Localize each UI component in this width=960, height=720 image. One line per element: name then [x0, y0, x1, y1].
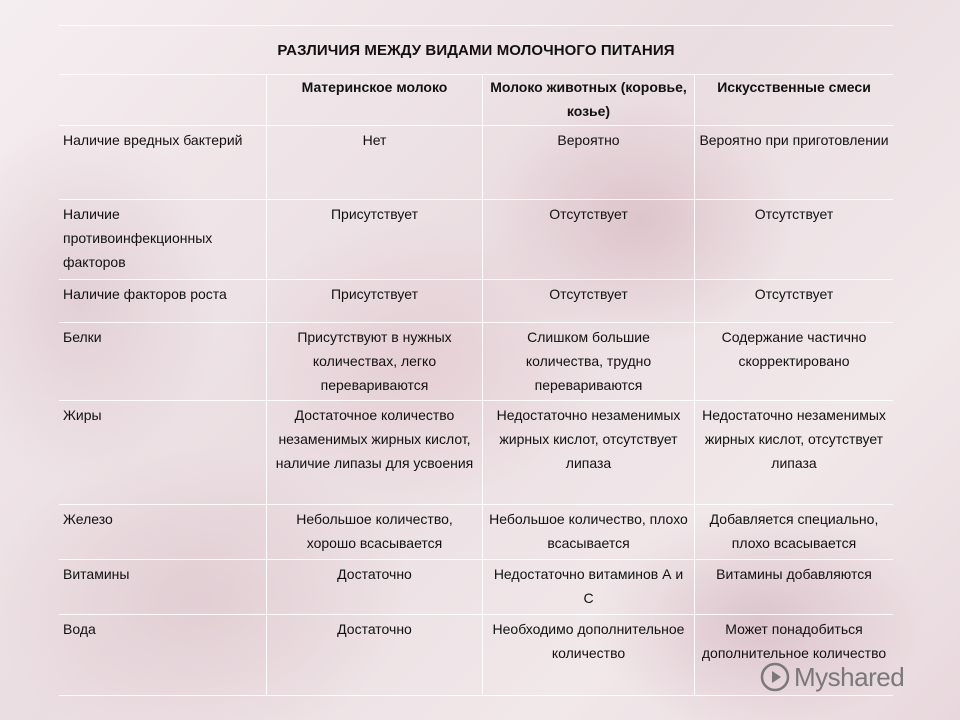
cell-breast-milk: Присутствует: [266, 280, 482, 322]
cell-formula: Недостаточно незаменимых жирных кислот, отсутствует липаза: [694, 401, 893, 504]
cell-breast-milk: Достаточно: [266, 615, 482, 695]
cell-animal-milk: Отсутствует: [482, 280, 694, 322]
cell-animal-milk: Вероятно: [482, 126, 694, 199]
cell-breast-milk: Достаточное количество незаменимых жирных кислот, наличие липазы для усвоения: [266, 401, 482, 504]
cell-breast-milk: Присутствует: [266, 200, 482, 279]
header-cell-breast-milk: Материнское молоко: [266, 75, 482, 127]
row-label: Вода: [63, 621, 96, 637]
cell-formula: Может понадобиться дополнительное количество: [694, 615, 893, 695]
cell-animal-milk: Недостаточно витаминов А и С: [482, 560, 694, 614]
cell-breast-milk: Небольшое количество, хорошо всасывается: [266, 505, 482, 559]
table-row: [59, 560, 893, 615]
watermark-text: Myshared: [794, 661, 905, 692]
cell-formula: Отсутствует: [694, 200, 893, 279]
table-row: [59, 200, 893, 280]
table-title: [59, 26, 893, 75]
table-row: [59, 401, 893, 505]
row-label: Витамины: [63, 566, 130, 582]
row-label: Жиры: [63, 407, 102, 423]
cell-breast-milk: Достаточно: [266, 560, 482, 614]
header-cell-animal-milk: Молоко животных (коровье, козье): [482, 75, 694, 127]
row-label: Наличие вредных бактерий: [63, 132, 243, 148]
row-label: Железо: [63, 511, 113, 527]
cell-formula: Добавляется специально, плохо всасывается: [694, 505, 893, 559]
play-icon: [760, 662, 790, 692]
cell-breast-milk: Нет: [266, 126, 482, 199]
cell-breast-milk: Присутствуют в нужных количествах, легко перевариваются: [266, 323, 482, 401]
cell-formula: Вероятно при приготовлении: [694, 126, 893, 199]
cell-formula: Витамины добавляются: [694, 560, 893, 614]
table-row: [59, 280, 893, 323]
table-row: [59, 323, 893, 401]
table-row: [59, 505, 893, 560]
row-label: Наличие факторов роста: [63, 286, 227, 302]
cell-formula: Отсутствует: [694, 280, 893, 322]
cell-animal-milk: Отсутствует: [482, 200, 694, 279]
cell-animal-milk: Необходимо дополнительное количество: [482, 615, 694, 695]
cell-animal-milk: Недостаточно незаменимых жирных кислот, отсутствует липаза: [482, 401, 694, 504]
watermark: [760, 657, 904, 697]
cell-formula: Содержание частично скорректировано: [694, 323, 893, 401]
header-cell-formula: Искусственные смеси: [694, 75, 893, 127]
table-row: [59, 126, 893, 200]
cell-animal-milk: Небольшое количество, плохо всасывается: [482, 505, 694, 559]
row-label: Белки: [63, 329, 102, 345]
cell-animal-milk: Слишком большие количества, трудно перевариваются: [482, 323, 694, 401]
header-row: [59, 75, 893, 126]
table-title-text: РАЗЛИЧИЯ МЕЖДУ ВИДАМИ МОЛОЧНОГО ПИТАНИЯ: [277, 41, 675, 59]
row-label: Наличие противоинфекционных факторов: [63, 206, 213, 270]
header-cell-empty: [59, 75, 266, 127]
comparison-table: [59, 25, 893, 696]
